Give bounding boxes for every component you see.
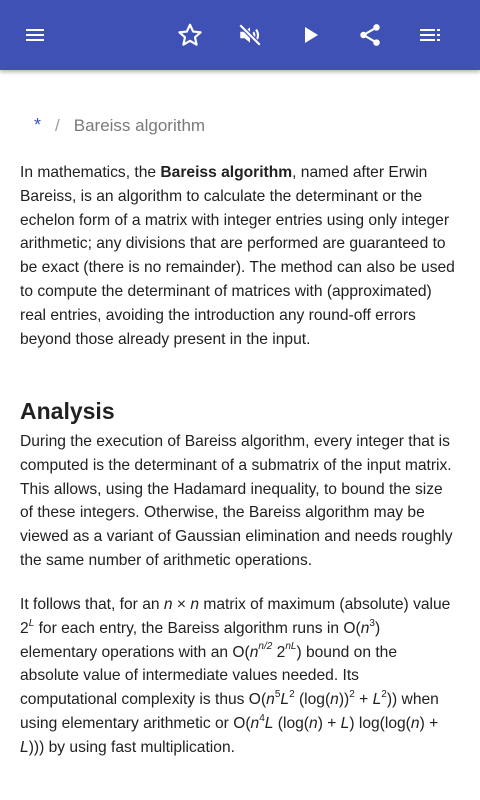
intro-text-rest: , named after Erwin Bareiss, is an algorithm to calculate the determinant or the echelon form of a matrix with integer entries using only integer arithmetic; any divisions that are performed are guaranteed to be exact (there is no remainder). The method can also be used to compute the determinant of matrices with (approximated) real entries, avoiding the introduction any round-off errors beyond those already present in the input.	[20, 164, 455, 348]
list-icon[interactable]	[410, 15, 450, 55]
intro-text-start: In mathematics, the	[20, 164, 161, 181]
star-icon[interactable]	[170, 15, 210, 55]
menu-icon[interactable]	[15, 15, 55, 55]
breadcrumb	[34, 115, 205, 136]
section-heading-analysis: Analysis	[20, 398, 115, 424]
breadcrumb-separator: /	[55, 116, 60, 135]
share-icon[interactable]	[350, 15, 390, 55]
intro-paragraph	[20, 161, 460, 351]
play-icon[interactable]	[290, 15, 330, 55]
breadcrumb-current: Bareiss algorithm	[73, 116, 206, 135]
app-toolbar	[0, 0, 480, 70]
breadcrumb-home-link[interactable]: *	[34, 115, 42, 135]
analysis-paragraph-2: It follows that, for an n × n matrix of maximum (absolute) value $2^L$ for each entry, the Bareiss algorithm runs in $O(n^3)$ elementary operations with an $O(n^{n/2}$ $2^{nL}$) bound on the absolute value of intermediate values needed. Its computational complexity is thus $O(n^5L^2$ $(\log(n))^2 + L^2$)) when using elementary arithmetic or $O(n^4L$ (log(n) + L) log(log(n) + L))) by using fast multiplication.	[20, 596, 451, 756]
mute-icon[interactable]	[230, 15, 270, 55]
intro-bold-term: Bareiss algorithm	[160, 164, 293, 181]
analysis-paragraph-1: During the execution of Bareiss algorithm, every integer that is computed is the determinant of a submatrix of the input matrix. This allows, using the Hadamard inequality, to bound the size of these integers. Otherwise, the Bareiss algorithm may be viewed as a variant of Gaussian elimination and needs roughly the same number of arithmetic operations.	[20, 433, 453, 569]
